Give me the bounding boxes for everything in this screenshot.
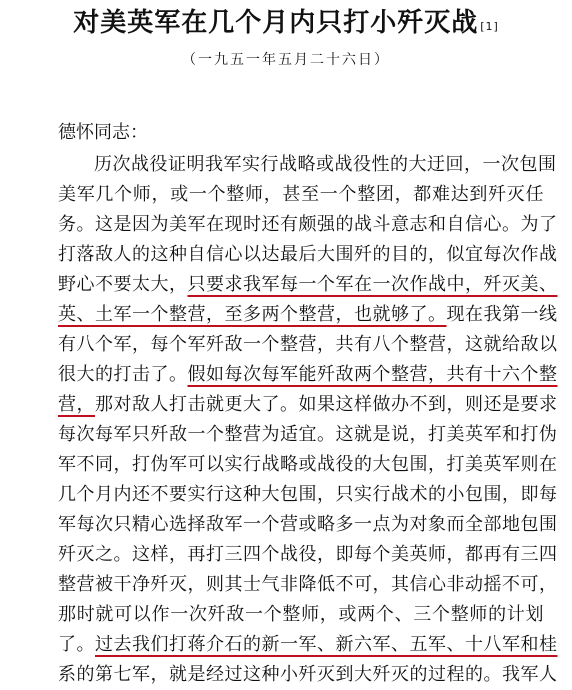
text-line (58, 240, 558, 270)
text-line (58, 270, 558, 300)
underlined-text: 英、土军一个整营，至多两个整营，也就够了。 (58, 304, 447, 325)
text-line (58, 570, 558, 600)
text-line (58, 450, 558, 480)
underlined-text: 营， (58, 394, 95, 415)
text-line (58, 600, 544, 630)
text-segment: 整营被干净歼灭，则其士气非降低不可，其信心非动摇不可， (58, 574, 558, 595)
text-segment: 务。这是因为美军在现时还有颇强的战斗意志和自信心。为了 (58, 214, 558, 235)
text-line (58, 330, 558, 360)
text-line (58, 660, 558, 690)
underlined-text: 假如每次每军能歼敌两个整营，共有十六个整 (187, 364, 558, 385)
text-line (58, 630, 558, 660)
text-segment: 几个月内还不要实行这种大包围，只实行战术的小包围，即每 (58, 484, 558, 505)
text-line (58, 210, 558, 240)
text-segment: 军每次只精心选择敌军一个营或略多一点为对象而全部地包围 (58, 514, 558, 535)
salutation: 德怀同志： (58, 122, 148, 143)
text-segment: 历次战役证明我军实行战略或战役性的大迂回，一次包围 (94, 154, 557, 175)
text-line (58, 180, 544, 210)
text-line (58, 480, 558, 510)
text-segment: 歼灭之。这样，再打三四个战役，即每个美英师，都再有三四 (58, 544, 558, 565)
document-date: （一九五一年五月二十六日） (182, 52, 390, 68)
text-segment: 有八个军，每个军歼敌一个整营，共有八个整营，这就给敌以 (58, 334, 558, 355)
text-segment: 那时就可以作一次歼敌一个整师，或两个、三个整师的计划 (58, 604, 544, 625)
text-segment: 美军几个师，或一个整师，甚至一个整团，都难达到歼灭任 (58, 184, 544, 205)
underlined-text: 过去我们打蒋介石的新一军、新六军、五军、十八军和桂 (95, 634, 558, 655)
text-line (58, 390, 558, 420)
text-segment: 军不同，打伪军可以实行战略或战役的大包围，打美英军则在 (58, 454, 558, 475)
body-paragraph (58, 150, 558, 690)
text-segment: 野心不要太大， (58, 274, 188, 295)
document-title (0, 6, 572, 40)
text-line (58, 540, 558, 570)
text-segment: 那对敌人打击就更大了。如果这样做办不到，则还是要求 (95, 394, 558, 415)
text-segment: 很大的打击了。 (58, 364, 188, 385)
underlined-text: 只要求我军每一个军在一次作战中，歼灭美、 (187, 274, 558, 295)
text-line (58, 300, 558, 330)
text-line (58, 150, 557, 180)
text-segment: 打落敌人的这种自信心以达最后大围歼的目的，似宜每次作战 (58, 244, 558, 265)
text-line (58, 360, 558, 390)
text-segment: 了。 (58, 634, 95, 655)
text-line (58, 510, 558, 540)
footnote-marker[interactable]: [1] (480, 20, 499, 33)
text-line (58, 420, 558, 450)
text-segment: 现在我第一线 (446, 304, 558, 325)
text-segment: 系的第七军，就是经过这种小歼灭到大歼灭的过程的。我军人 (58, 664, 558, 685)
text-segment: 每次每军只歼敌一个整营为适宜。这就是说，打美英军和打伪 (58, 424, 558, 445)
title-text: 对美英军在几个月内只打小歼灭战 (73, 8, 479, 38)
